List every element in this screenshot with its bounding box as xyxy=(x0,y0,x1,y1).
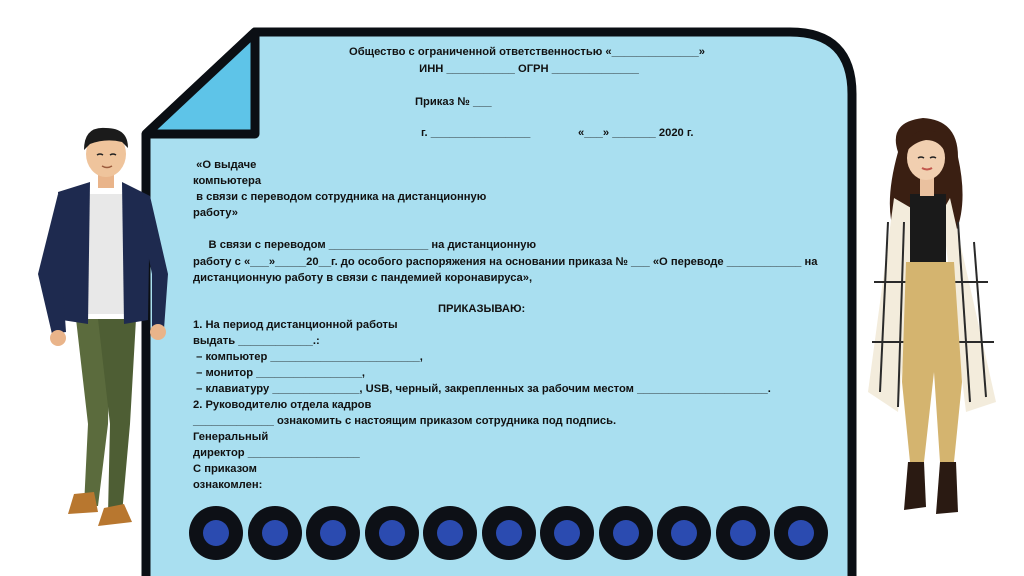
item-line: – клавиатуру ______________, USB, черный, закрепленных за рабочим местом _____________________. xyxy=(193,383,771,395)
subject-line: «О выдаче xyxy=(193,159,257,171)
preamble-line: В связи с переводом ________________ на дистанционную xyxy=(193,239,536,251)
woman-illustration xyxy=(858,112,1008,532)
binder-ring xyxy=(774,506,828,560)
item-line: – компьютер ________________________, xyxy=(193,351,423,363)
inn-ogrn-line: ИНН ___________ ОГРН ______________ xyxy=(419,63,639,75)
binder-ring xyxy=(599,506,653,560)
item-line: _____________ ознакомить с настоящим приказом сотрудника под подпись. xyxy=(193,415,617,427)
binder-ring xyxy=(482,506,536,560)
company-line: Общество с ограниченной ответственностью «______________» xyxy=(349,46,705,58)
item-line: выдать ____________.: xyxy=(193,335,320,347)
binder-ring xyxy=(306,506,360,560)
item-line: С приказом xyxy=(193,463,257,475)
preamble-line: работу с «___»_____20__г. до особого распоряжения на основании приказа № ___ «О переводе ____________ на xyxy=(193,256,818,268)
date-field: «___» _______ 2020 г. xyxy=(578,127,694,139)
binder-ring xyxy=(657,506,711,560)
order-word: ПРИКАЗЫВАЮ: xyxy=(438,303,526,315)
item-line: 1. На период дистанционной работы xyxy=(193,319,398,331)
item-line: 2. Руководителю отдела кадров xyxy=(193,399,372,411)
subject-line: в связи с переводом сотрудника на дистанционную xyxy=(193,191,487,203)
preamble-line: дистанционную работу в связи с пандемией коронавируса», xyxy=(193,272,533,284)
man-illustration xyxy=(18,124,178,534)
binder-ring xyxy=(423,506,477,560)
item-line: Генеральный xyxy=(193,431,269,443)
order-number: Приказ № ___ xyxy=(415,96,492,108)
binder-ring xyxy=(248,506,302,560)
binder-rings xyxy=(189,506,831,564)
binder-ring xyxy=(365,506,419,560)
binder-ring xyxy=(540,506,594,560)
city-field: г. ________________ xyxy=(421,127,531,139)
item-line: – монитор _________________, xyxy=(193,367,366,379)
subject-line: работу» xyxy=(193,207,239,219)
binder-ring xyxy=(189,506,243,560)
binder-ring xyxy=(716,506,770,560)
item-line: ознакомлен: xyxy=(193,479,263,491)
item-line: директор __________________ xyxy=(193,447,360,459)
subject-line: компьютера xyxy=(193,175,262,187)
